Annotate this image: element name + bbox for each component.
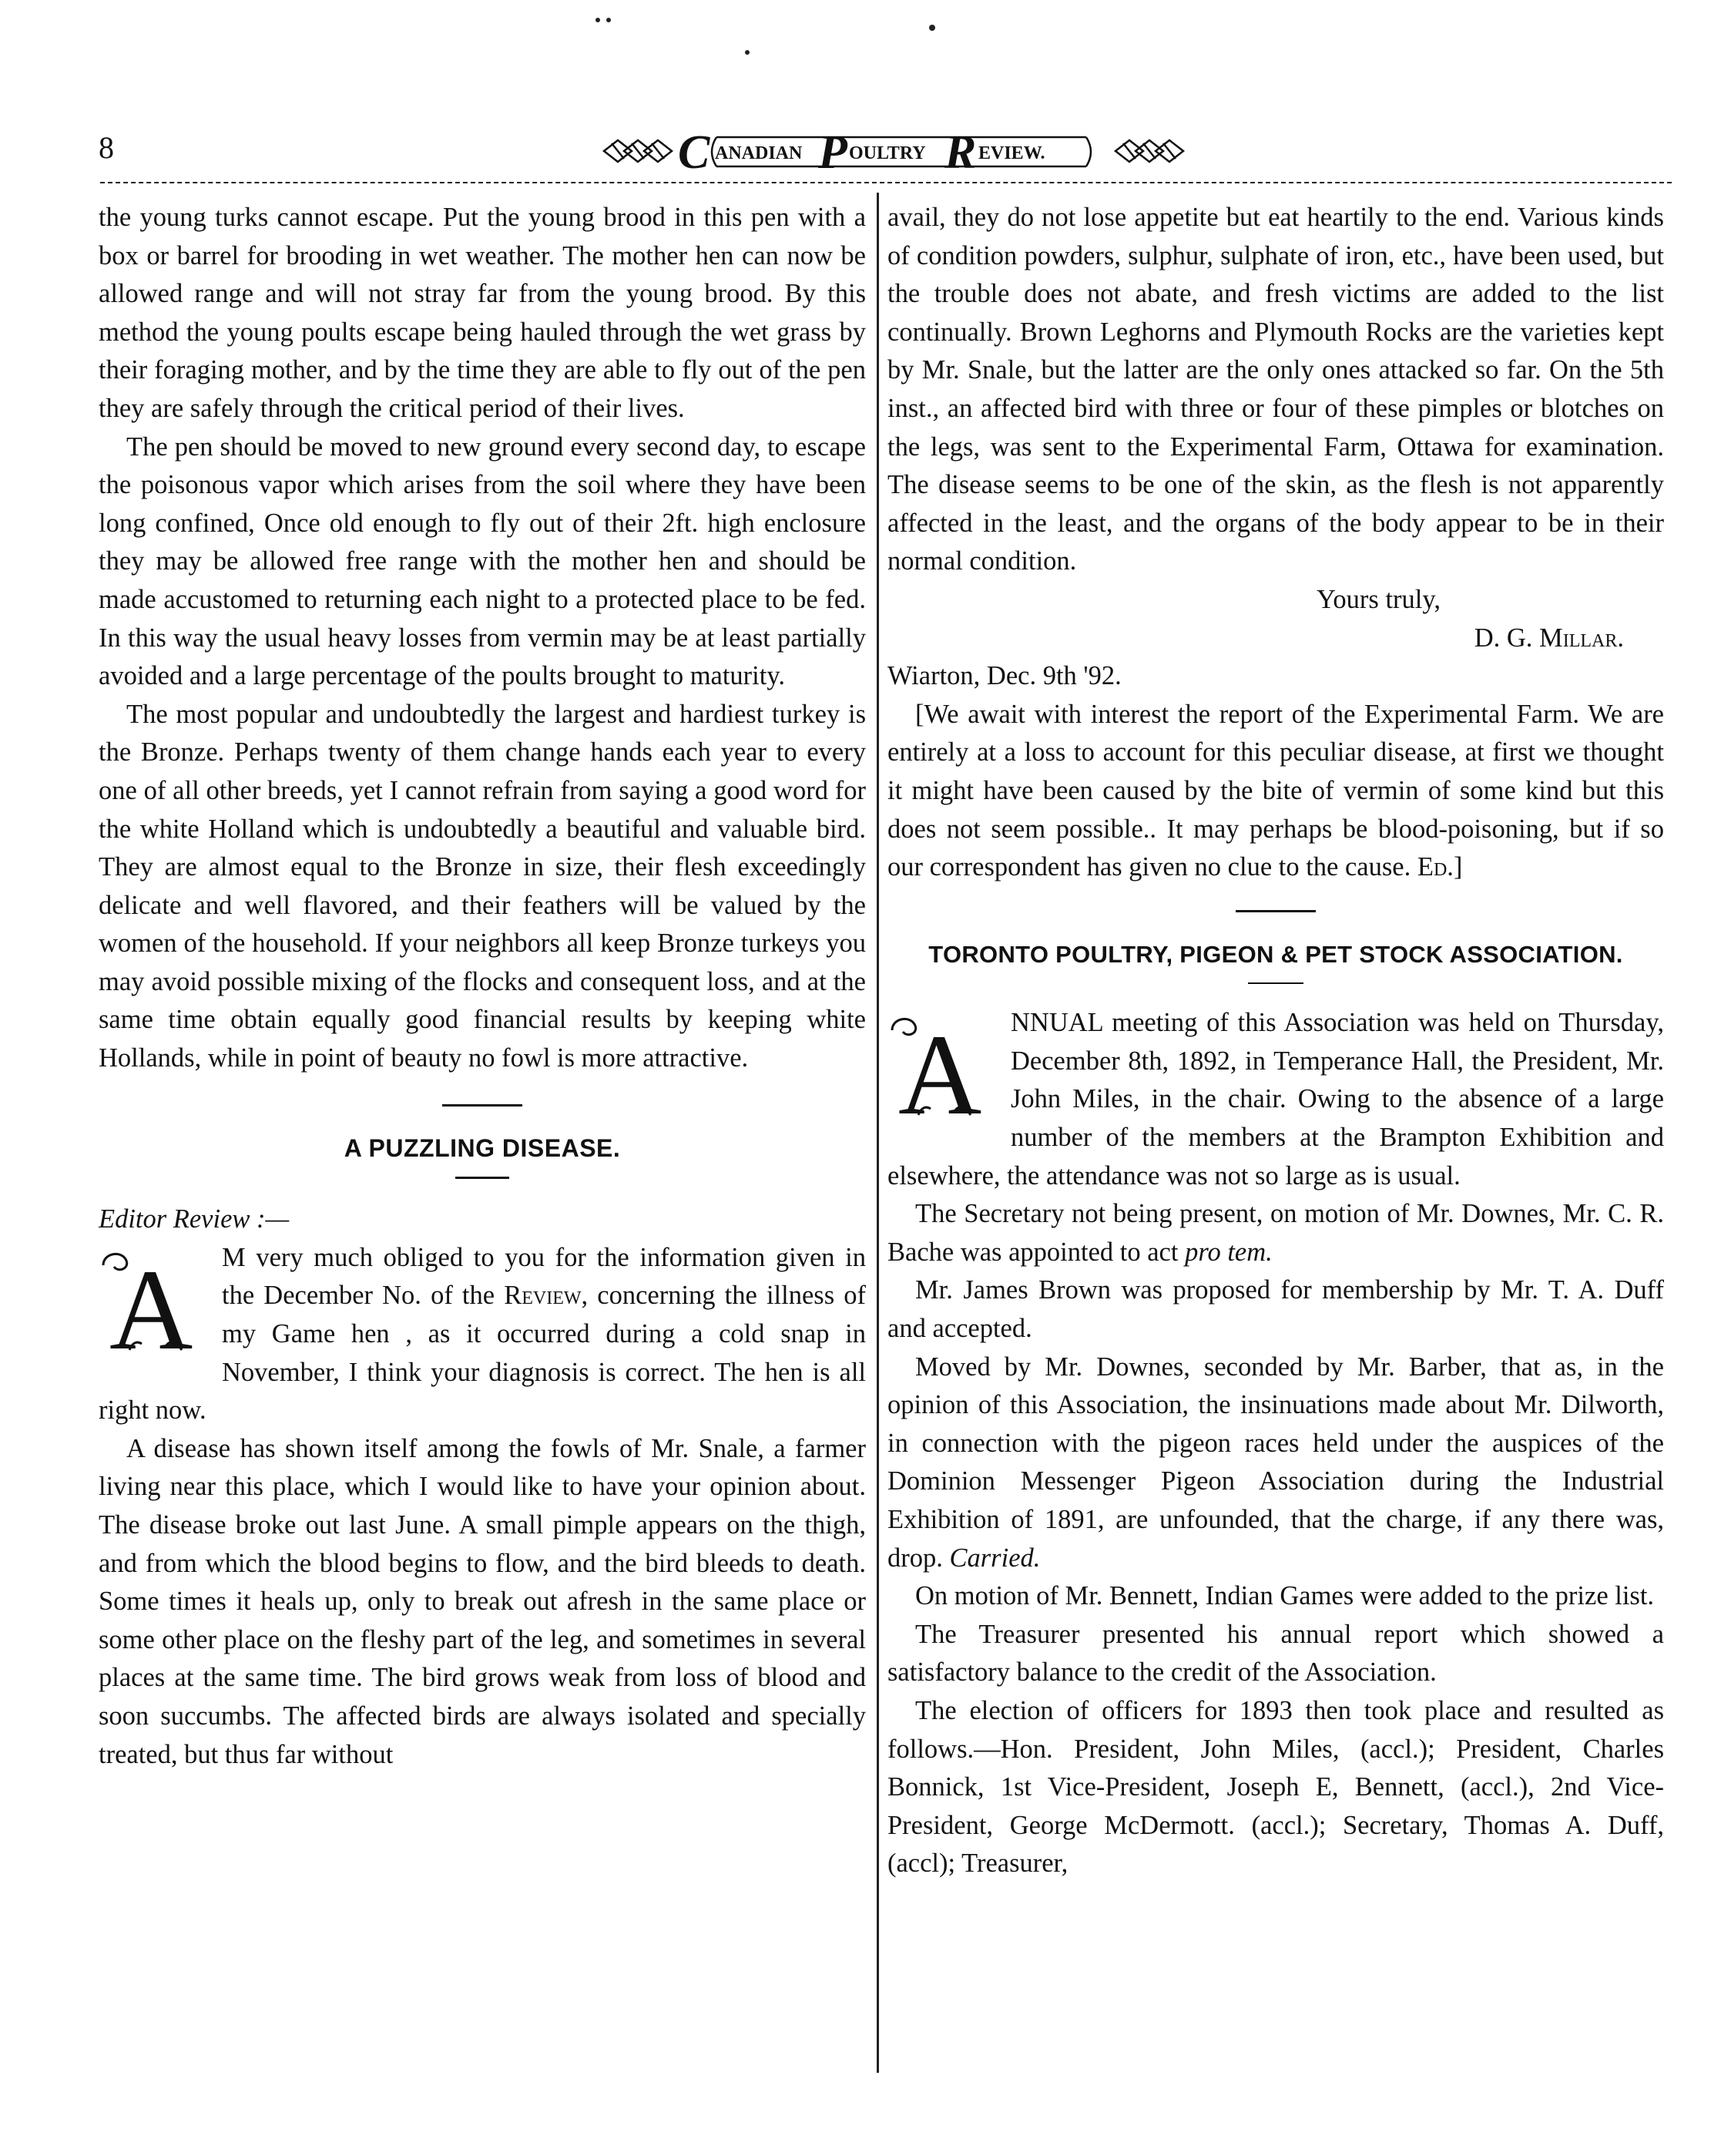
header-rule [100, 182, 1672, 185]
article-heading-toronto-association: TORONTO POULTRY, PIGEON & PET STOCK ASSOCIATION. [928, 940, 1623, 968]
association-text-1: meeting of this Association was held on Thursday, December 8th, 1892, in Temperance Hall, the President, Mr. John Miles, in the chair. Owing to the absence of a large number of the members at the Brampton Exhibition and elsewhere, the attendance was not so large as is usual. [887, 1008, 1664, 1191]
association-paragraph-4: Moved by Mr. Downes, seconded by Mr. Barber, that as, in the opinion of this Association, the insinuations made about Mr. Dilworth, in connection with the pigeon races held under the auspices of the Dominion Messenger Pigeon Association during the Industrial Exhibition of 1891, are unfounded, that the charge, if any there was, drop. Carried. [887, 1352, 1664, 1573]
section-rule [1236, 910, 1316, 912]
svg-text:P: P [818, 126, 847, 179]
article-heading-puzzling-disease: A PUZZLING DISEASE. [344, 1133, 621, 1162]
svg-text:C: C [678, 126, 710, 179]
svg-text:R: R [944, 126, 977, 179]
right-column [887, 199, 1664, 1883]
section-rule [442, 1104, 522, 1107]
association-lead-word: NNUAL [1011, 1008, 1103, 1038]
heading-underline [455, 1177, 509, 1179]
letter-paragraph-1 [99, 1239, 866, 1430]
heading-ornament [1248, 982, 1303, 984]
svg-text:EVIEW.: EVIEW. [978, 143, 1045, 163]
association-paragraph-6: The Treasurer presented his annual report which showed a satisfactory balance to the credit of the Association. [887, 1619, 1664, 1688]
letter-signature: D. G. Millar. [1474, 623, 1624, 653]
letter-continuation: avail, they do not lose appetite but eat heartily to the end. Various kinds of condition powders, sulphur, sulphate of iron, etc., have been used, but the trouble does not abate, and fresh victims are added to the list continually. Brown Leghorns and Plymouth Rocks are the varieties kept by Mr. Snale, but the latter are the only ones attacked so far. On the 5th inst., an affected bird with three or four of these pimples or blotches on the legs, was sent to the Experimental Farm, Ottawa for examination. The disease seems to be one of the skin, as the flesh is not apparently affected in the least, and the organs of the body appear to be in their normal condition. [887, 203, 1664, 576]
dropcap-a-ornament [887, 1007, 1003, 1120]
paragraph-bronze-turkey: The most popular and undoubtedly the largest and hardiest turkey is the Bronze. Perhaps twenty of them change hands each year to every one of all other breeds, yet I cannot refrain from saying a good word for the white Holland which is undoubtedly a beautiful and valuable bird. They are almost equal to the Bronze in size, their flesh exceedingly delicate and well flavored, and their feathers will be valued by the women of the household. If your neighbors all keep Bronze turkeys you may avoid possible mixing of the flocks and consequent loss, and at the same time obtain equally good financial results by keeping white Hollands, while in point of beauty no fowl is more attractive. [99, 699, 866, 1073]
letter-dateline: Wiarton, Dec. 9th '92. [887, 661, 1122, 691]
page-number: 8 [99, 130, 114, 165]
paragraph-turks-pen: the young turks cannot escape. Put the young brood in this pen with a box or barrel for brooding in wet weather. The mother hen can now be allowed range and will not stray far from the young brood. By this method the young poults escape being hauled through the wet grass by their foraging mother, and by the time they are able to fly out of the pen they are safely through the critical period of their lives. [99, 203, 866, 423]
letter-closing: Yours truly, [1316, 584, 1441, 614]
dropcap-a-ornament [99, 1242, 214, 1355]
left-column [99, 199, 866, 1774]
letter-text-1a: M very much obliged to you for the information given in the December No. of the [222, 1242, 866, 1311]
letter-paragraph-2: A disease has shown itself among the fowls of Mr. Snale, a farmer living near this place, which I would like to have your opinion about. The disease broke out last June. A small pimple appears on the thigh, and from which the blood begins to flow, and the bird bleeds to death. Some times it heals up, only to break out afresh in the same place or some other place on the fleshy part of the leg, and sometimes in several places at the same time. The bird grows weak from loss of blood and soon succumbs. The affected birds are always isolated and specially treated, but thus far without [99, 1433, 866, 1769]
association-paragraph-1 [887, 1004, 1664, 1195]
association-paragraph-2: The Secretary not being present, on motion of Mr. Downes, Mr. C. R. Bache was appointed to act pro tem. [887, 1199, 1664, 1267]
letter-text-1b: , concerning the illness of my Game hen , as it occurred during a cold snap in November, I think your diagnosis is correct. The hen is all right now. [99, 1281, 866, 1426]
association-paragraph-7: The election of officers for 1893 then took place and resulted as follows.—Hon. President, John Miles, (accl.); President, Charles Bonnick, 1st Vice-President, Joseph E, Bennett, (accl.), 2nd Vice-President, George McDermott. (accl.); Secretary, Thomas A. Duff, (accl); Treasurer, [887, 1695, 1664, 1879]
paragraph-move-pen: The pen should be moved to new ground every second day, to escape the poisonous vapor which arises from the soil where they have been long confined, Once old enough to fly out of their 2ft. high enclosure they may be allowed free range with the mother hen and should be made accustomed to returning each night to a protected place to be fed. In this way the usual heavy losses from vermin may be at least partially avoided and a large percentage of the poults brought to maturity. [99, 432, 866, 691]
salutation: Editor Review :— [99, 1204, 290, 1234]
print-specks [0, 0, 1721, 77]
letter-review-word: Review [504, 1281, 582, 1311]
association-paragraph-3: Mr. James Brown was proposed for membership by Mr. T. A. Duff and accepted. [887, 1275, 1664, 1344]
svg-text:OULTRY: OULTRY [849, 143, 926, 163]
column-divider [877, 193, 879, 2073]
svg-text:ANADIAN: ANADIAN [715, 143, 803, 163]
association-paragraph-5: On motion of Mr. Bennett, Indian Games were added to the prize list. [915, 1581, 1655, 1611]
masthead-logo [601, 117, 1186, 182]
svg-text:A: A [898, 1011, 982, 1120]
svg-text:A: A [109, 1245, 193, 1355]
editor-note: [We await with interest the report of the Experimental Farm. We are entirely at a loss to account for this peculiar disease, at first we thought it might have been caused by the bite of vermin of some kind but this does not seem possible.. It may perhaps be blood-poisoning, but if so our correspondent has given no clue to the cause. Ed.] [887, 699, 1664, 882]
